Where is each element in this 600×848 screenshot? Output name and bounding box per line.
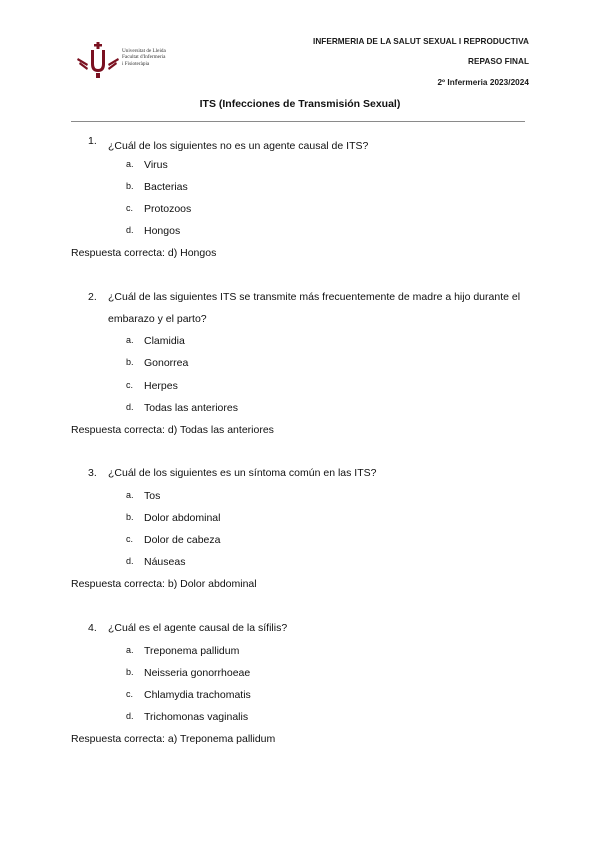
- option-letter: c.: [126, 380, 134, 390]
- option-letter: d.: [126, 402, 134, 412]
- option-letter: a.: [126, 490, 134, 500]
- logo-line: i Fisioteràpia: [122, 60, 150, 67]
- question-number: 1.: [88, 135, 97, 147]
- option-text: Virus: [144, 159, 168, 171]
- option-letter: b.: [126, 667, 134, 677]
- option-letter: b.: [126, 181, 134, 191]
- option-text: Náuseas: [144, 556, 186, 568]
- correct-answer: Respuesta correcta: a) Treponema pallidum: [71, 733, 276, 745]
- option-text: Chlamydia trachomatis: [144, 689, 251, 701]
- question-number: 3.: [88, 467, 97, 479]
- option-text: Neisseria gonorrhoeae: [144, 667, 251, 679]
- question-text: ¿Cuál de los siguientes no es un agente causal de ITS?: [108, 140, 369, 152]
- logo-line: Facultat d'Infermeria: [122, 54, 166, 61]
- option-text: Trichomonas vaginalis: [144, 711, 249, 723]
- option-letter: c.: [126, 534, 134, 544]
- option-letter: c.: [126, 689, 134, 699]
- question-number: 2.: [88, 291, 97, 303]
- correct-answer: Respuesta correcta: d) Hongos: [71, 247, 217, 259]
- university-logo: [76, 40, 186, 80]
- correct-answer: Respuesta correcta: b) Dolor abdominal: [71, 578, 257, 590]
- question-text: ¿Cuál de las siguientes ITS se transmite más frecuentemente de madre a hijo durante el embarazo y el parto?: [108, 291, 521, 325]
- document-title: ITS (Infecciones de Transmisión Sexual): [199, 98, 401, 110]
- option-letter: a.: [126, 645, 134, 655]
- header-course-title: INFERMERIA DE LA SALUT SEXUAL I REPRODUCTIVA: [313, 37, 529, 46]
- university-crest-icon: [76, 40, 120, 80]
- logo-line: Universitat de Lleida: [122, 48, 166, 54]
- option-text: Protozoos: [144, 203, 192, 215]
- option-text: Bacterias: [144, 181, 188, 193]
- option-text: Treponema pallidum: [144, 645, 240, 657]
- option-letter: b.: [126, 357, 134, 367]
- question-text: ¿Cuál de los siguientes es un síntoma común en las ITS?: [108, 467, 377, 479]
- correct-answer: Respuesta correcta: d) Todas las anteriores: [71, 424, 274, 436]
- option-letter: d.: [126, 225, 134, 235]
- option-text: Todas las anteriores: [144, 402, 238, 414]
- option-letter: d.: [126, 711, 134, 721]
- option-text: Dolor abdominal: [144, 512, 221, 524]
- option-text: Tos: [144, 490, 161, 502]
- option-letter: a.: [126, 335, 134, 345]
- option-text: Hongos: [144, 225, 181, 237]
- option-text: Dolor de cabeza: [144, 534, 221, 546]
- question-number: 4.: [88, 622, 97, 634]
- logo-text: [122, 48, 166, 67]
- title-divider: [71, 121, 525, 122]
- option-letter: d.: [126, 556, 134, 566]
- option-text: Clamidia: [144, 335, 185, 347]
- question-text: ¿Cuál es el agente causal de la sífilis?: [108, 622, 288, 634]
- header-subtitle: REPASO FINAL: [468, 57, 529, 66]
- option-text: Herpes: [144, 380, 178, 392]
- option-letter: a.: [126, 159, 134, 169]
- option-text: Gonorrea: [144, 357, 189, 369]
- option-letter: b.: [126, 512, 134, 522]
- option-letter: c.: [126, 203, 134, 213]
- header-year: 2º Infermeria 2023/2024: [437, 78, 529, 87]
